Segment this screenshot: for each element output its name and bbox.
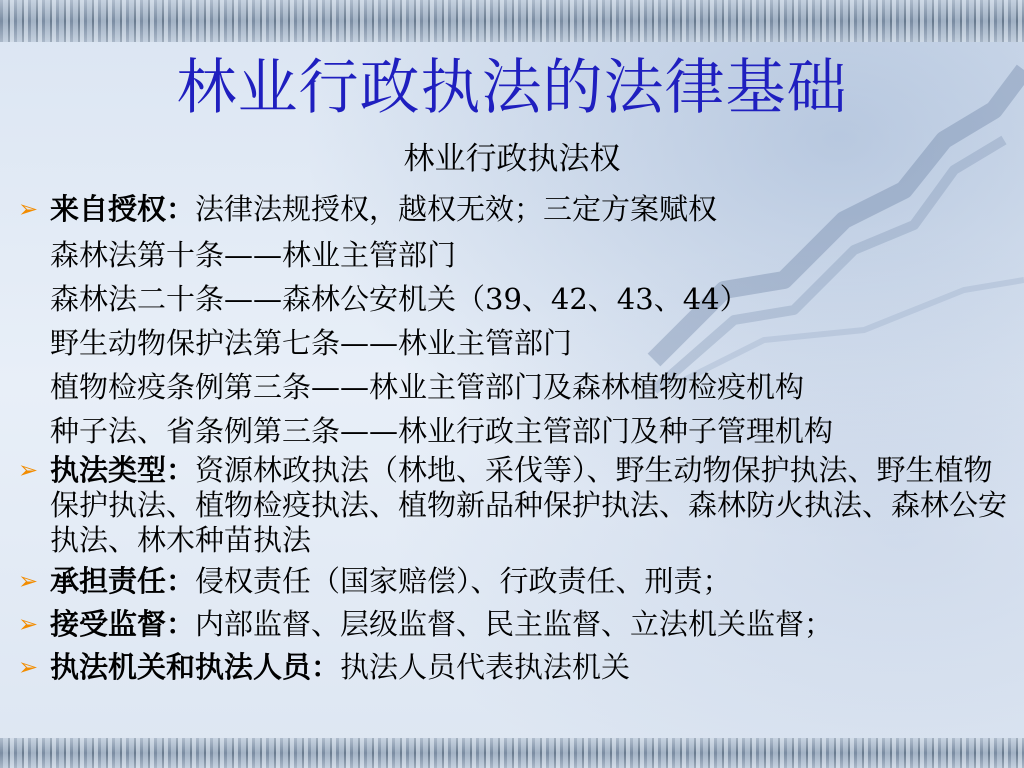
slide-content: [14, 190, 1014, 691]
bullet-text: 资源林政执法（林地、采伐等）、野生动物保护执法、野生植物保护执法、植物检疫执法、植物新品种保护执法、森林防火执法、森林公安执法、林木种苗执法: [50, 453, 1008, 557]
bullet-label: 来自授权：: [50, 192, 196, 226]
arrow-bullet-icon: ➢: [18, 610, 39, 638]
bullet-supervision: [14, 605, 1014, 644]
arrow-bullet-icon: ➢: [18, 456, 39, 484]
sub-item: 野生动物保护法第七条——林业主管部门: [50, 326, 573, 360]
bullet-label: 承担责任：: [50, 564, 196, 598]
bullet-text: 侵权责任（国家赔偿）、行政责任、刑责；: [195, 564, 732, 598]
bullet-enforcement-types: [14, 453, 1014, 558]
bullet-text: 执法人员代表执法机关: [340, 650, 631, 684]
bullet-text: 内部监督、层级监督、民主监督、立法机关监督；: [195, 607, 834, 641]
bullet-authorization: [14, 190, 1014, 229]
bullet-liability: [14, 562, 1014, 601]
bottom-border-decoration: [0, 738, 1024, 768]
arrow-bullet-icon: ➢: [18, 567, 39, 595]
bullet-agency-personnel: [14, 648, 1014, 687]
slide-subtitle: 林业行政执法权: [403, 141, 621, 177]
sub-item: 种子法、省条例第三条——林业行政主管部门及种子管理机构: [50, 414, 834, 448]
arrow-bullet-icon: ➢: [18, 653, 39, 681]
slide-title: 林业行政执法的法律基础: [176, 53, 848, 123]
sub-item: 森林法二十条——森林公安机关（39、42、43、44）: [50, 282, 749, 316]
sub-item: 森林法第十条——林业主管部门: [50, 238, 457, 272]
bullet-label: 接受监督：: [50, 607, 196, 641]
bullet-text: 法律法规授权，越权无效；三定方案赋权: [195, 192, 718, 226]
bullet-label: 执法机关和执法人员：: [50, 650, 341, 684]
arrow-bullet-icon: ➢: [18, 195, 39, 223]
bullet-label: 执法类型：: [50, 453, 196, 487]
sub-item: 植物检疫条例第三条——林业主管部门及森林植物检疫机构: [50, 370, 805, 404]
